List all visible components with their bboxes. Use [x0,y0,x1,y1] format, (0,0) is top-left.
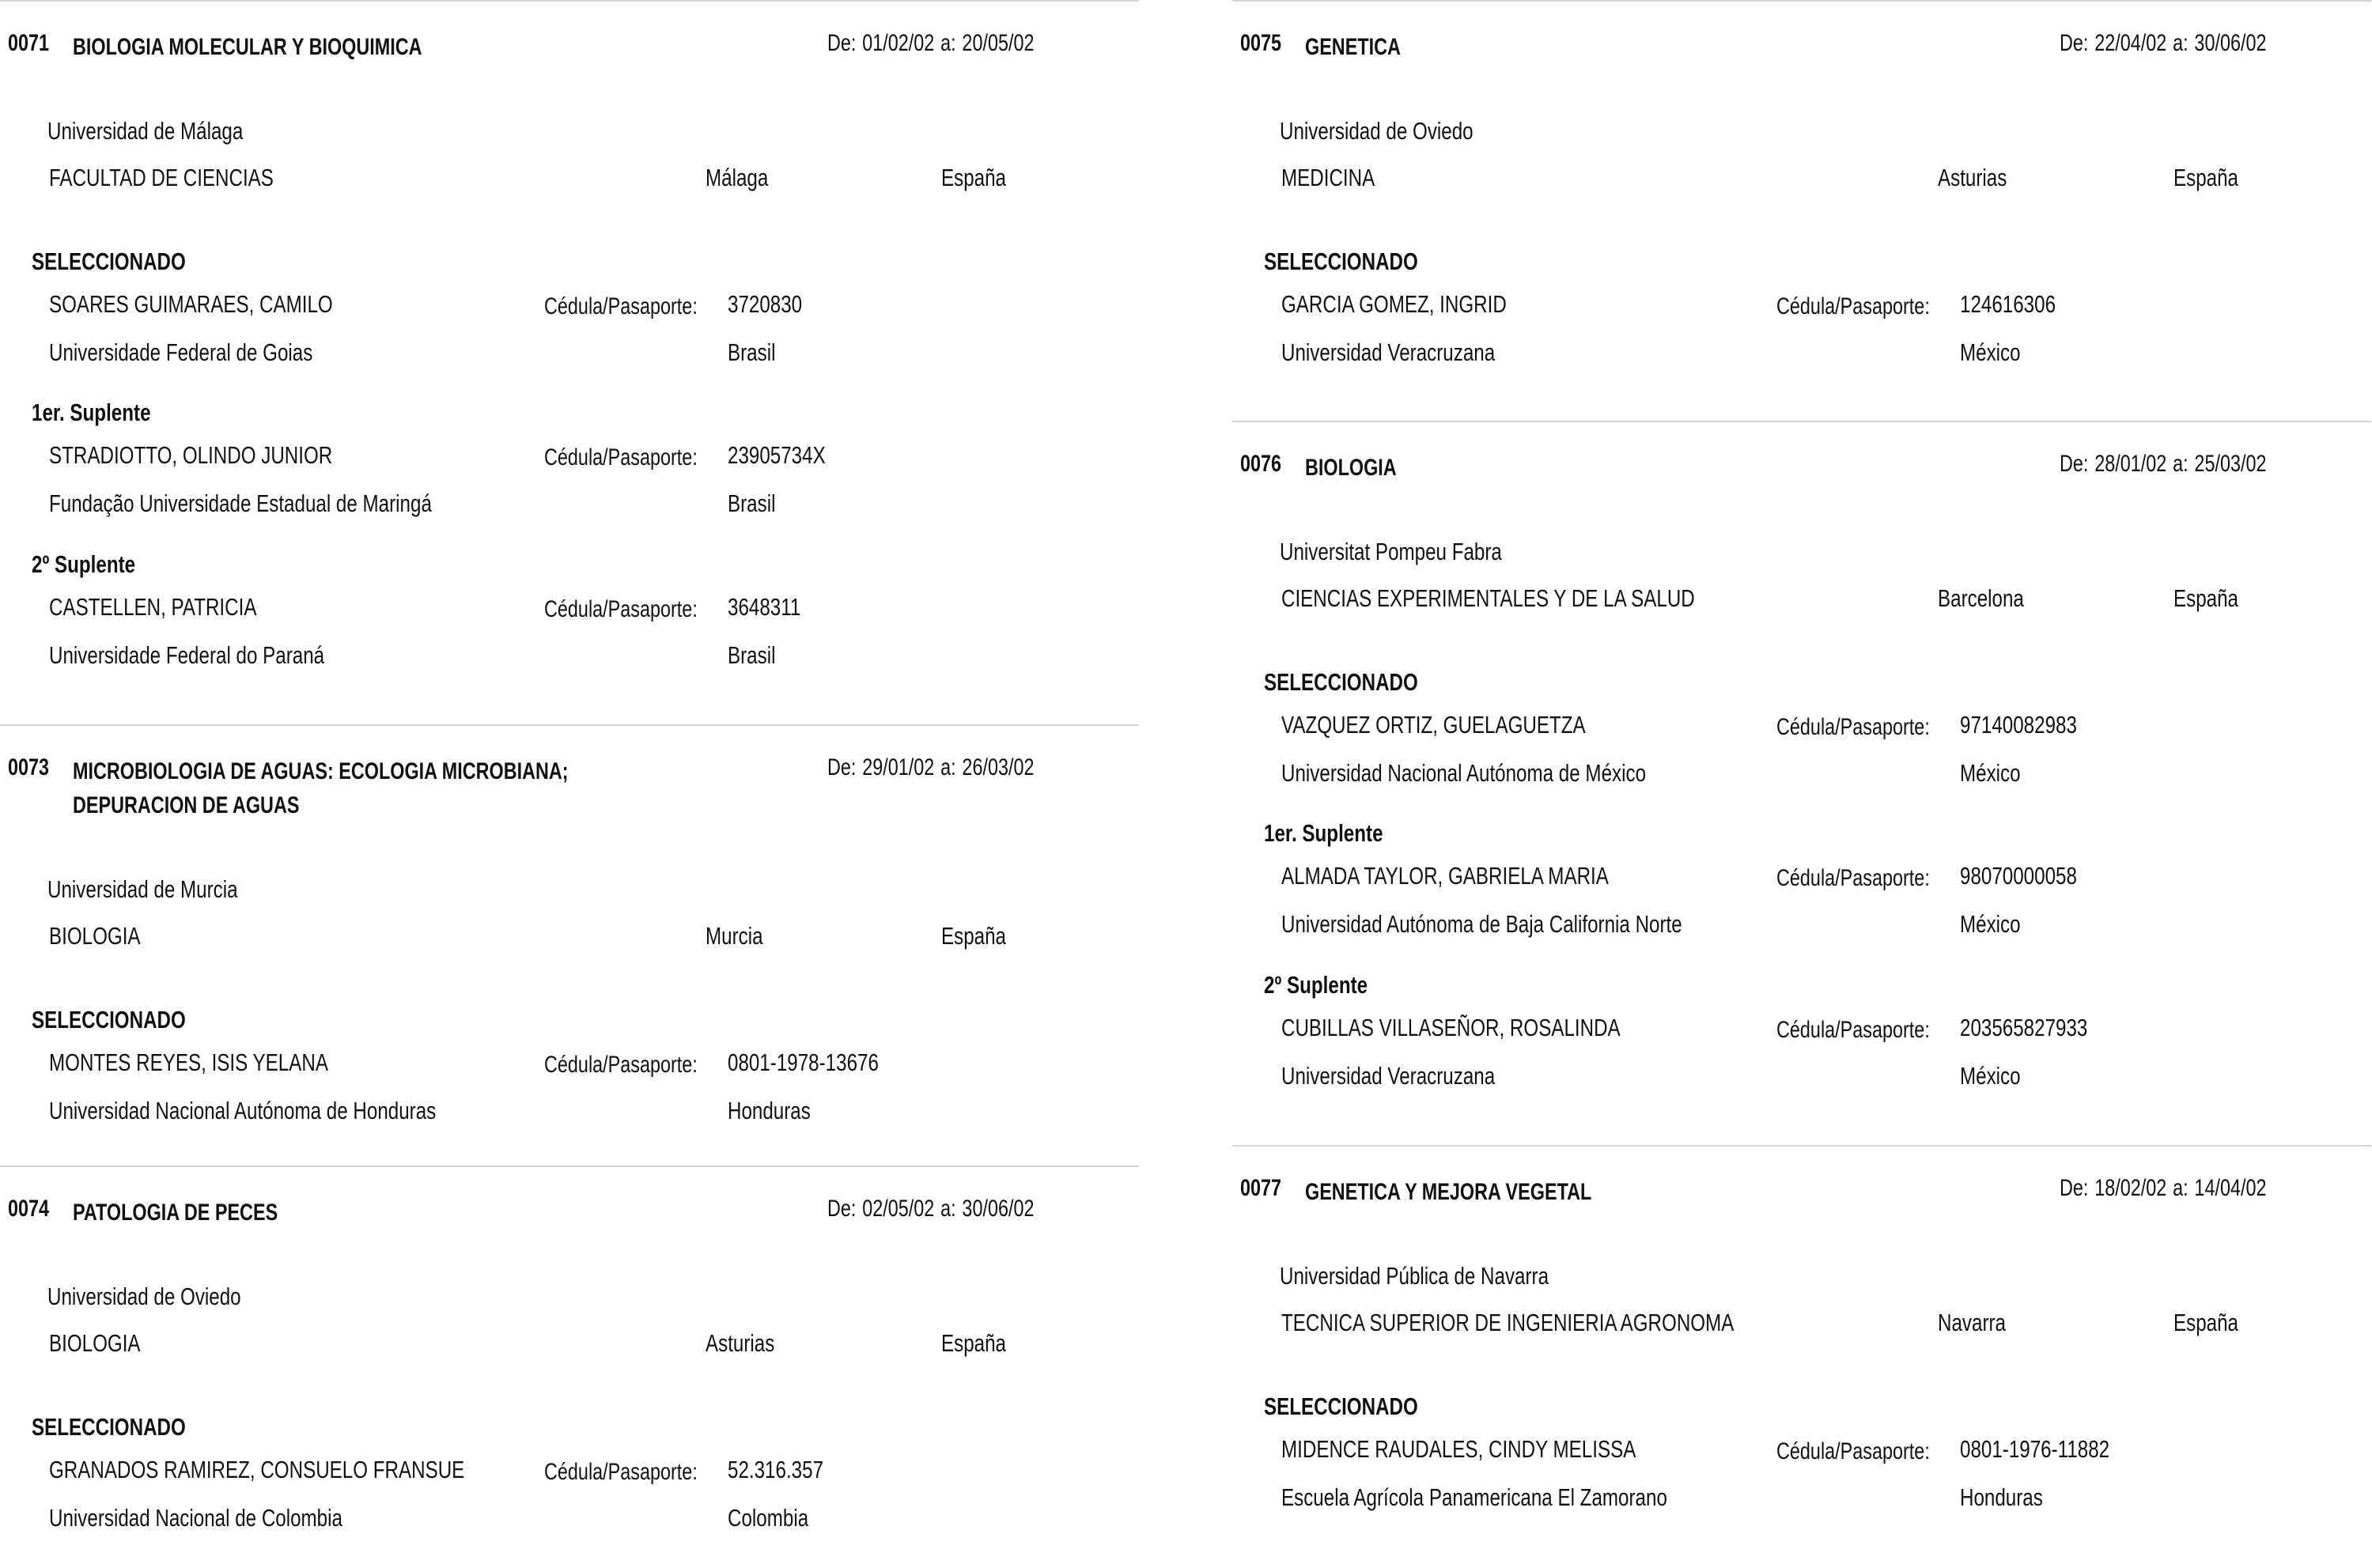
course-dates [2060,1175,2272,1202]
course-block [1232,421,2371,1126]
to-date: 30/06/02 [962,1196,1035,1222]
suplente-1-candidate-name: STRADIOTTO, OLINDO JUNIOR [49,441,333,469]
seleccionado-institution: Universidad Veracruzana [1281,338,1496,366]
host-country: España [2173,1309,2239,1336]
seleccionado-cedula-label: Cédula/Pasaporte: [1776,293,1930,319]
host-country: España [2173,584,2239,612]
seleccionado-country: México [1960,338,2021,366]
seleccionado-candidate-name: GRANADOS RAMIREZ, CONSUELO FRANSUE [49,1456,465,1483]
seleccionado-cedula-label: Cédula/Pasaporte: [544,1052,698,1078]
from-label: De: [827,1196,857,1222]
course-title: GENETICA Y MEJORA VEGETAL [1305,1179,1592,1205]
course-code: 0074 [8,1196,50,1222]
suplente-2-cedula-label: Cédula/Pasaporte: [544,596,698,622]
suplente-1-cedula-label: Cédula/Pasaporte: [1776,865,1930,891]
suplente-2-cedula-value: 3648311 [728,593,801,621]
host-city: Barcelona [1938,584,2024,612]
seleccionado-candidate-name: VAZQUEZ ORTIZ, GUELAGUETZA [1281,711,1586,739]
course-title: GENETICA [1305,34,1401,60]
to-date: 20/05/02 [962,30,1035,56]
course-code: 0076 [1240,451,1282,477]
course-dates [827,30,1040,57]
course-title: BIOLOGIA MOLECULAR Y BIOQUIMICA [73,34,422,60]
seleccionado-cedula-label: Cédula/Pasaporte: [1776,714,1930,740]
course-block [0,724,1139,1145]
host-country: España [941,164,1007,191]
from-date: 29/01/02 [862,754,935,780]
to-date: 30/06/02 [2194,30,2267,56]
suplente-2-institution: Universidad Veracruzana [1281,1062,1496,1090]
seleccionado-candidate-name: SOARES GUIMARAES, CAMILO [49,290,333,318]
seleccionado-institution: Universidade Federal de Goias [49,338,313,366]
course-block [1232,1145,2371,1547]
seleccionado-heading: SELECCIONADO [1264,247,1418,275]
course-dates [827,1196,1040,1222]
from-label: De: [827,30,857,56]
seleccionado-cedula-value: 0801-1976-11882 [1960,1435,2110,1463]
seleccionado-country: Brasil [728,338,776,366]
seleccionado-country: Honduras [728,1097,811,1124]
to-label: a: [2173,451,2189,477]
seleccionado-cedula-label: Cédula/Pasaporte: [544,293,698,319]
suplente-2-country: Brasil [728,641,776,669]
suplente-1-heading: 1er. Suplente [1264,819,1383,847]
host-country: España [941,1329,1007,1357]
from-label: De: [2060,1175,2089,1201]
host-city: Navarra [1938,1309,2007,1336]
seleccionado-candidate-name: MONTES REYES, ISIS YELANA [49,1048,328,1076]
host-city: Asturias [1938,164,2007,191]
seleccionado-institution: Universidad Nacional Autónoma de México [1281,759,1647,787]
course-dates [827,754,1040,781]
suplente-1-heading: 1er. Suplente [32,399,151,426]
host-university: Universitat Pompeu Fabra [1280,538,1502,565]
suplente-2-cedula-value: 203565827933 [1960,1014,2088,1041]
course-code: 0077 [1240,1175,1282,1201]
suplente-2-heading: 2º Suplente [1264,971,1368,999]
course-dates [2060,451,2272,478]
course-block [0,1166,1139,1568]
seleccionado-heading: SELECCIONADO [1264,668,1418,696]
course-dates [2060,30,2272,57]
seleccionado-country: Colombia [728,1504,809,1532]
seleccionado-candidate-name: MIDENCE RAUDALES, CINDY MELISSA [1281,1435,1636,1463]
seleccionado-cedula-value: 3720830 [728,290,803,318]
suplente-2-candidate-name: CUBILLAS VILLASEÑOR, ROSALINDA [1281,1014,1621,1041]
seleccionado-cedula-value: 97140082983 [1960,711,2077,739]
to-label: a: [940,1196,956,1222]
course-title: PATOLOGIA DE PECES [73,1200,278,1226]
seleccionado-heading: SELECCIONADO [32,1006,186,1033]
seleccionado-institution: Escuela Agrícola Panamericana El Zamorano [1281,1483,1667,1511]
from-date: 02/05/02 [862,1196,935,1222]
suplente-1-cedula-value: 23905734X [728,441,826,469]
seleccionado-heading: SELECCIONADO [32,1413,186,1441]
course-title: MICROBIOLOGIA DE AGUAS: ECOLOGIA MICROBIANA; DEPURACION DE AGUAS [73,758,569,818]
seleccionado-cedula-label: Cédula/Pasaporte: [544,1459,698,1485]
course-block [0,0,1139,705]
to-label: a: [940,754,956,780]
seleccionado-cedula-value: 52.316.357 [728,1456,824,1483]
host-university: Universidad de Oviedo [47,1283,241,1310]
host-university: Universidad de Oviedo [1280,117,1474,145]
suplente-2-heading: 2º Suplente [32,550,136,578]
to-label: a: [2173,30,2189,56]
seleccionado-candidate-name: GARCIA GOMEZ, INGRID [1281,290,1507,318]
host-country: España [2173,164,2239,191]
from-date: 22/04/02 [2094,30,2167,56]
suplente-1-country: México [1960,910,2021,938]
seleccionado-cedula-label: Cédula/Pasaporte: [1776,1438,1930,1464]
host-university: Universidad de Murcia [47,875,238,903]
to-label: a: [940,30,956,56]
host-university: Universidad de Málaga [47,117,244,145]
from-label: De: [827,754,857,780]
seleccionado-institution: Universidad Nacional de Colombia [49,1504,342,1532]
suplente-1-candidate-name: ALMADA TAYLOR, GABRIELA MARIA [1281,862,1609,890]
host-faculty: BIOLOGIA [49,1329,141,1357]
from-label: De: [2060,451,2089,477]
suplente-2-cedula-label: Cédula/Pasaporte: [1776,1017,1930,1043]
to-date: 25/03/02 [2194,451,2267,477]
seleccionado-heading: SELECCIONADO [1264,1392,1418,1420]
host-faculty: CIENCIAS EXPERIMENTALES Y DE LA SALUD [1281,584,1695,612]
suplente-2-institution: Universidade Federal do Paraná [49,641,325,669]
course-block [1232,0,2371,401]
host-city: Málaga [706,164,769,191]
course-code: 0071 [8,30,50,56]
host-faculty: BIOLOGIA [49,922,141,950]
suplente-1-institution: Fundação Universidade Estadual de Maringá [49,489,432,517]
seleccionado-heading: SELECCIONADO [32,247,186,275]
from-date: 18/02/02 [2094,1175,2167,1201]
from-date: 28/01/02 [2094,451,2167,477]
host-city: Murcia [706,922,763,950]
host-university: Universidad Pública de Navarra [1280,1262,1549,1290]
seleccionado-cedula-value: 0801-1978-13676 [728,1048,879,1076]
from-date: 01/02/02 [862,30,935,56]
suplente-1-cedula-value: 98070000058 [1960,862,2077,890]
host-country: España [941,922,1007,950]
host-faculty: FACULTAD DE CIENCIAS [49,164,274,191]
to-label: a: [2173,1175,2189,1201]
to-date: 14/04/02 [2194,1175,2267,1201]
seleccionado-country: México [1960,759,2021,787]
to-date: 26/03/02 [962,754,1035,780]
suplente-1-cedula-label: Cédula/Pasaporte: [544,444,698,470]
course-title: BIOLOGIA [1305,455,1397,481]
course-code: 0073 [8,754,50,780]
host-faculty: TECNICA SUPERIOR DE INGENIERIA AGRONOMA [1281,1309,1735,1336]
seleccionado-cedula-value: 124616306 [1960,290,2056,318]
seleccionado-country: Honduras [1960,1483,2043,1511]
suplente-2-candidate-name: CASTELLEN, PATRICIA [49,593,257,621]
suplente-2-country: México [1960,1062,2021,1090]
suplente-1-institution: Universidad Autónoma de Baja California Norte [1281,910,1682,938]
suplente-1-country: Brasil [728,489,776,517]
seleccionado-institution: Universidad Nacional Autónoma de Honduras [49,1097,437,1124]
host-faculty: MEDICINA [1281,164,1375,191]
host-city: Asturias [706,1329,775,1357]
from-label: De: [2060,30,2089,56]
course-code: 0075 [1240,30,1282,56]
